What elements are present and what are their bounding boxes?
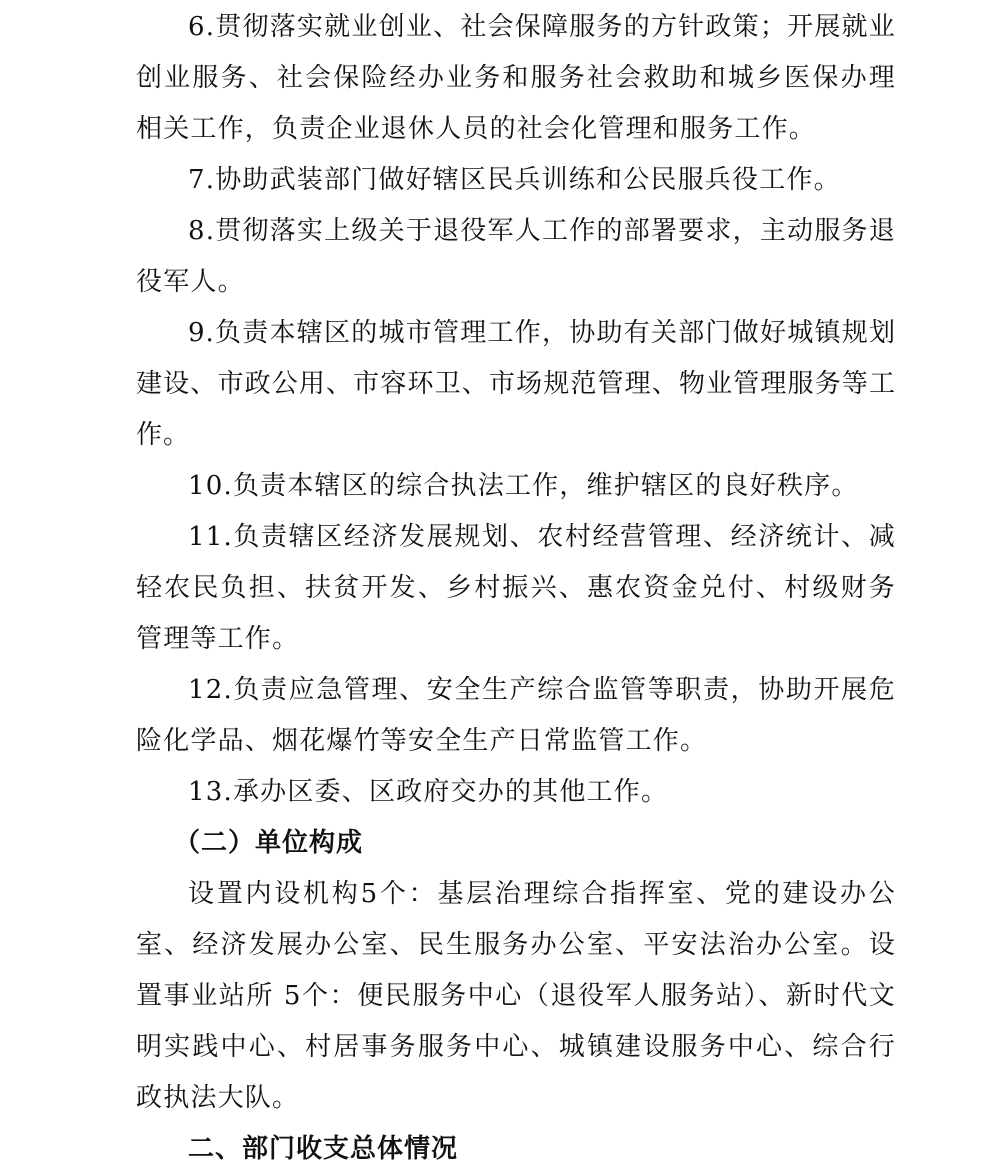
paragraph-unit-composition: 设置内设机构5个：基层治理综合指挥室、党的建设办公室、经济发展办公室、民生服务办公室、平安法治办公室。设置事业站所 5个：便民服务中心（退役军人服务站）、新时代文明实践中心、村居事务服务中心、城镇建设服务中心、综合行政执法大队。 [136,879,896,1113]
paragraph-item-6: 6.贯彻落实就业创业、社会保障服务的方针政策；开展就业创业服务、社会保险经办业务和服务社会救助和城乡医保办理相关工作，负责企业退休人员的社会化管理和服务工作。 [136,12,896,144]
section-heading: 二、部门收支总体情况 [188,1134,459,1164]
paragraph-item-8: 8.贯彻落实上级关于退役军人工作的部署要求，主动服务退役军人。 [136,216,896,297]
document-body [136,2,896,1175]
paragraph-item-9: 9.负责本辖区的城市管理工作，协助有关部门做好城镇规划建设、市政公用、市容环卫、市场规范管理、物业管理服务等工作。 [136,318,896,450]
subheading-unit-composition: （二）单位构成 [174,828,364,858]
paragraph-item-11: 11.负责辖区经济发展规划、农村经营管理、经济统计、减轻农民负担、扶贫开发、乡村振兴、惠农资金兑付、村级财务管理等工作。 [136,522,896,654]
paragraph-item-13: 13.承办区委、区政府交办的其他工作。 [188,777,669,807]
paragraph-item-12: 12.负责应急管理、安全生产综合监管等职责，协助开展危险化学品、烟花爆竹等安全生产日常监管工作。 [136,675,896,756]
paragraph-item-10: 10.负责本辖区的综合执法工作，维护辖区的良好秩序。 [188,471,859,501]
paragraph-item-7: 7.协助武装部门做好辖区民兵训练和公民服兵役工作。 [188,165,841,195]
